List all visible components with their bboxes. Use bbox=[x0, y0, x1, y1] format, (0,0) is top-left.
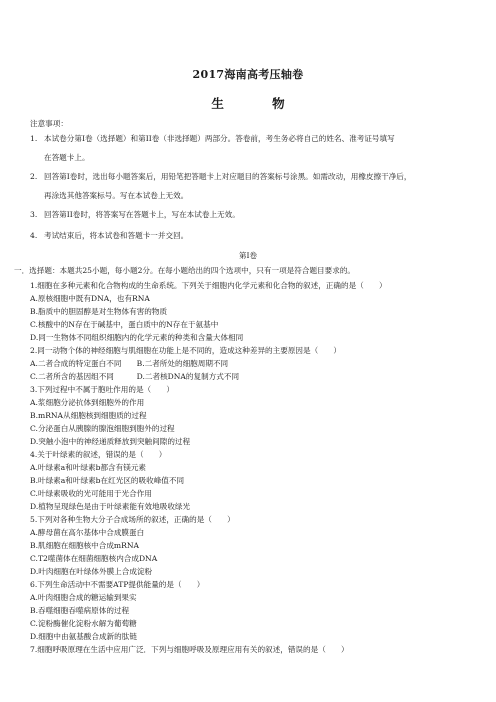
question-line: B.吞噬细胞吞噬病原体的过程 bbox=[30, 606, 130, 615]
question-line: D.叶肉细胞在叶绿体外膜上合成淀粉 bbox=[30, 567, 153, 576]
question-line: A.浆细胞分泌抗体到细胞外的作用 bbox=[30, 398, 145, 407]
question-line: D.同一生物体不同组织细胞内的化学元素的种类和含量大体相同 bbox=[30, 333, 244, 342]
question-line: A.酵母菌在高尔基体中合成膜蛋白 bbox=[30, 528, 145, 537]
notice-number: 2. bbox=[30, 172, 38, 181]
question-line: A.叶绿素a和叶绿素b都含有镁元素 bbox=[30, 463, 147, 472]
question-line: D.细胞中由氨基酸合成新的肽链 bbox=[30, 632, 137, 641]
notice-item-2 bbox=[30, 172, 412, 182]
question-line: B.叶绿素a和叶绿素b在红光区的吸收峰值不同 bbox=[30, 476, 185, 485]
notice-number: 4. bbox=[30, 231, 38, 240]
question-line: A.叶肉细胞合成的糖运输到果实 bbox=[30, 593, 137, 602]
notice-text-continued: 再涂选其他答案标号。写在本试卷上无效。 bbox=[44, 191, 189, 200]
question-line: D.植物呈现绿色是由于叶绿素能有效地吸收绿光 bbox=[30, 502, 191, 511]
question-line: B.肌细胞在细胞核中合成mRNA bbox=[30, 541, 139, 550]
notice-number: 3. bbox=[30, 210, 38, 219]
notice-text: 考试结束后，将本试卷和答题卡一并交回。 bbox=[44, 231, 189, 240]
question-line: 6.下列生命活动中不需要ATP提供能量的是（ ） bbox=[30, 580, 205, 589]
notice-item-4 bbox=[30, 231, 188, 241]
notice-item-3 bbox=[30, 210, 240, 220]
question-line: C.核酸中的N存在于碱基中，蛋白质中的N存在于氨基中 bbox=[30, 320, 219, 329]
question-line: 7.细胞呼吸原理在生活中应用广泛．下列与细胞呼吸及原理应用有关的叙述，错误的是（ ） bbox=[30, 645, 349, 654]
notice-heading: 注意事项： bbox=[30, 119, 68, 128]
section-instruction: 一．选择题：本题共25小题，每小题2分。在每小题给出的四个选项中，只有一项是符合题目要求的。 bbox=[14, 266, 356, 275]
question-line: 5.下列对各种生物大分子合成场所的叙述，正确的是（ ） bbox=[30, 515, 235, 524]
question-line: B.脂质中的胆固醇是对生物体有害的物质 bbox=[30, 307, 168, 316]
notice-item-1 bbox=[30, 134, 395, 144]
question-line: A.二者合成的特定蛋白不同 B.二者所处的细胞周期不同 bbox=[30, 359, 229, 368]
notice-text-continued: 在答题卡上。 bbox=[44, 153, 90, 162]
notice-number: 1. bbox=[30, 134, 38, 143]
question-line: C.分泌蛋白从胰腺的腺泡细胞到胞外的过程 bbox=[30, 424, 175, 433]
question-line: C.T2噬菌体在细菌细胞核内合成DNA bbox=[30, 554, 158, 563]
subject-heading: 生 物 bbox=[211, 96, 307, 111]
question-line: C.二者所含的基因组不同 D.二者核DNA的复制方式不同 bbox=[30, 372, 240, 381]
exam-title: 2017海南高考压轴卷 bbox=[192, 68, 304, 81]
question-line: C.叶绿素吸收的光可能用于光合作用 bbox=[30, 489, 152, 498]
question-line: 4.关于叶绿素的叙述，错误的是（ ） bbox=[30, 450, 167, 459]
notice-text: 本试卷分第I卷（选择题）和第II卷（非选择题）两部分。答卷前，考生务必将自己的姓名、准考证号填写 bbox=[44, 134, 395, 143]
question-line: 3.下列过程中不属于胞吐作用的是（ ） bbox=[30, 385, 174, 394]
question-line: 1.细胞在多种元素和化合物构成的生命系统。下列关于细胞内化学元素和化合物的叙述，正确的是（ ） bbox=[30, 281, 387, 290]
question-line: 2.同一动物个体的神经细胞与肌细胞在功能上是不同的，造成这种差异的主要原因是（ ） bbox=[30, 346, 341, 355]
question-line: B.mRNA从细胞核到细胞质的过程 bbox=[30, 411, 147, 420]
question-line: D.突触小泡中的神经递质释放到突触间隙的过程 bbox=[30, 437, 191, 446]
question-line: A.原核细胞中既有DNA，也有RNA bbox=[30, 294, 150, 303]
section-label: 第I卷 bbox=[238, 251, 258, 260]
question-line: C.淀粉酶催化淀粉水解为葡萄糖 bbox=[30, 619, 137, 628]
notice-text: 回答第I卷时，选出每小题答案后，用铅笔把答题卡上对应题目的答案标号涂黑。如需改动，用橡皮擦干净后， bbox=[44, 172, 412, 181]
notice-text: 回答第II卷时，将答案写在答题卡上，写在本试卷上无效。 bbox=[44, 210, 240, 219]
